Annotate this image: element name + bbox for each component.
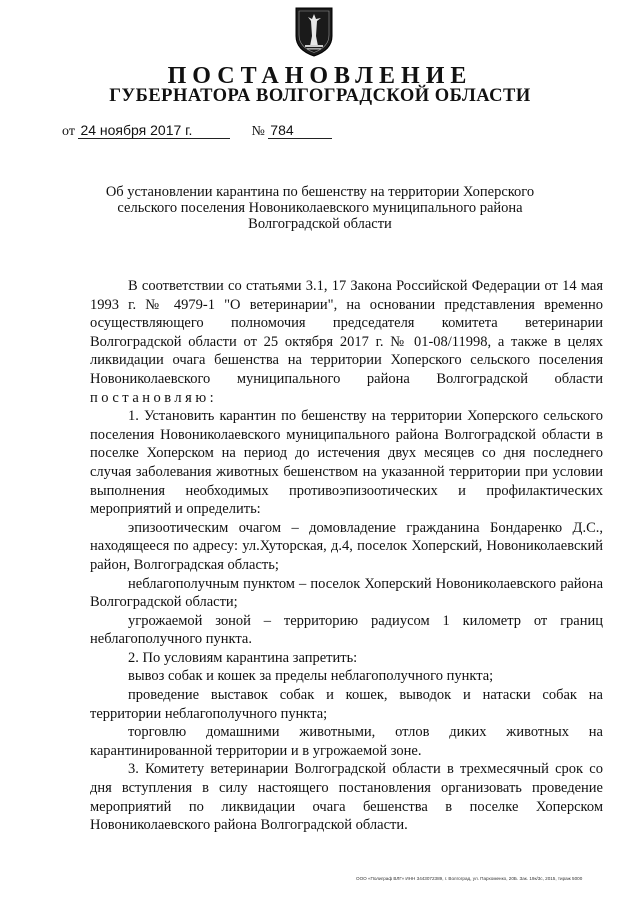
- paragraph-threatened-zone: угрожаемой зоной – территорию радиусом 1 километр от границ неблагополучного пункта.: [90, 612, 603, 648]
- document-title: ПОСТАНОВЛЕНИЕ: [167, 63, 473, 89]
- document-body: [90, 277, 603, 835]
- preamble-paragraph: [90, 277, 603, 407]
- paragraph-ban-export: вывоз собак и кошек за пределы неблагополучного пункта;: [128, 668, 494, 685]
- paragraph-ban-exhibitions: проведение выставок собак и кошек, выводок и натаски собак на территории неблагополучного пункта;: [90, 687, 603, 722]
- subject-heading: Об установлении карантина по бешенству на территории Хоперского сельского поселения Новониколаевского муниципального района Волгоградской области: [105, 184, 535, 232]
- paragraph-3: 3. Комитету ветеринарии Волгоградской области в трехмесячный срок со дня вступления в силу настоящего постановления организовать проведение мероприятий по ликвидации очага бешенства в поселке Хоперском Новониколаевского района Волгоградской области.: [90, 761, 603, 834]
- document-subtitle: ГУБЕРНАТОРА ВОЛГОГРАДСКОЙ ОБЛАСТИ: [109, 86, 531, 106]
- preamble-text: В соответствии со статьями 3.1, 17 Закона Российской Федерации от 14 мая 1993 г. № 4979-1 "О ветеринарии", на основании представления временно осуществляющего полномочия председателя комитета ветеринарии Волгоградской области от 25 октября 2017 г. № 01-08/11998, а также в целях ликвидации очага бешенства на территории Хоперского сельского поселения Новониколаевского муниципального района Волгоградской области: [90, 278, 603, 387]
- printer-footer: ООО «Полиграф ВЛГ» ИНН 3443072389, г. Волгоград, ул. Пархоменко, 20Б. Зак. 19к/3с, 2015, тираж 5000: [356, 876, 583, 881]
- number-prefix: №: [251, 124, 265, 139]
- date-prefix: от: [62, 124, 75, 139]
- coat-of-arms-icon: [294, 6, 334, 58]
- paragraph-2: 2. По условиям карантина запретить:: [128, 649, 358, 666]
- paragraph-affected-point: неблагополучным пунктом – поселок Хоперский Новониколаевского района Волгоградской области;: [90, 575, 603, 611]
- date-line: [62, 122, 332, 140]
- paragraph-outbreak: эпизоотическим очагом – домовладение гражданина Бондаренко Д.С., находящееся по адресу: ул.Хуторская, д.4, поселок Хоперский, Новониколаевский район, Волгоградская область;: [90, 519, 603, 573]
- decree-word: постановляю:: [90, 389, 218, 406]
- paragraph-ban-trade: торговлю домашними животными, отлов диких животных на карантинированной территории и в угрожаемой зоне.: [90, 724, 603, 759]
- number-field: 784: [268, 122, 332, 139]
- date-field: 24 ноября 2017 г.: [78, 122, 230, 139]
- paragraph-1: 1. Установить карантин по бешенству на территории Хоперского сельского поселения Новониколаевского муниципального района Волгоградской области в поселке Хоперском на период до истечения двух месяцев со дня последнего случая заболевания животных бешенством на указанной территории при условии выполнения необходимых противоэпизоотических и профилактических мероприятий и определить:: [90, 408, 603, 518]
